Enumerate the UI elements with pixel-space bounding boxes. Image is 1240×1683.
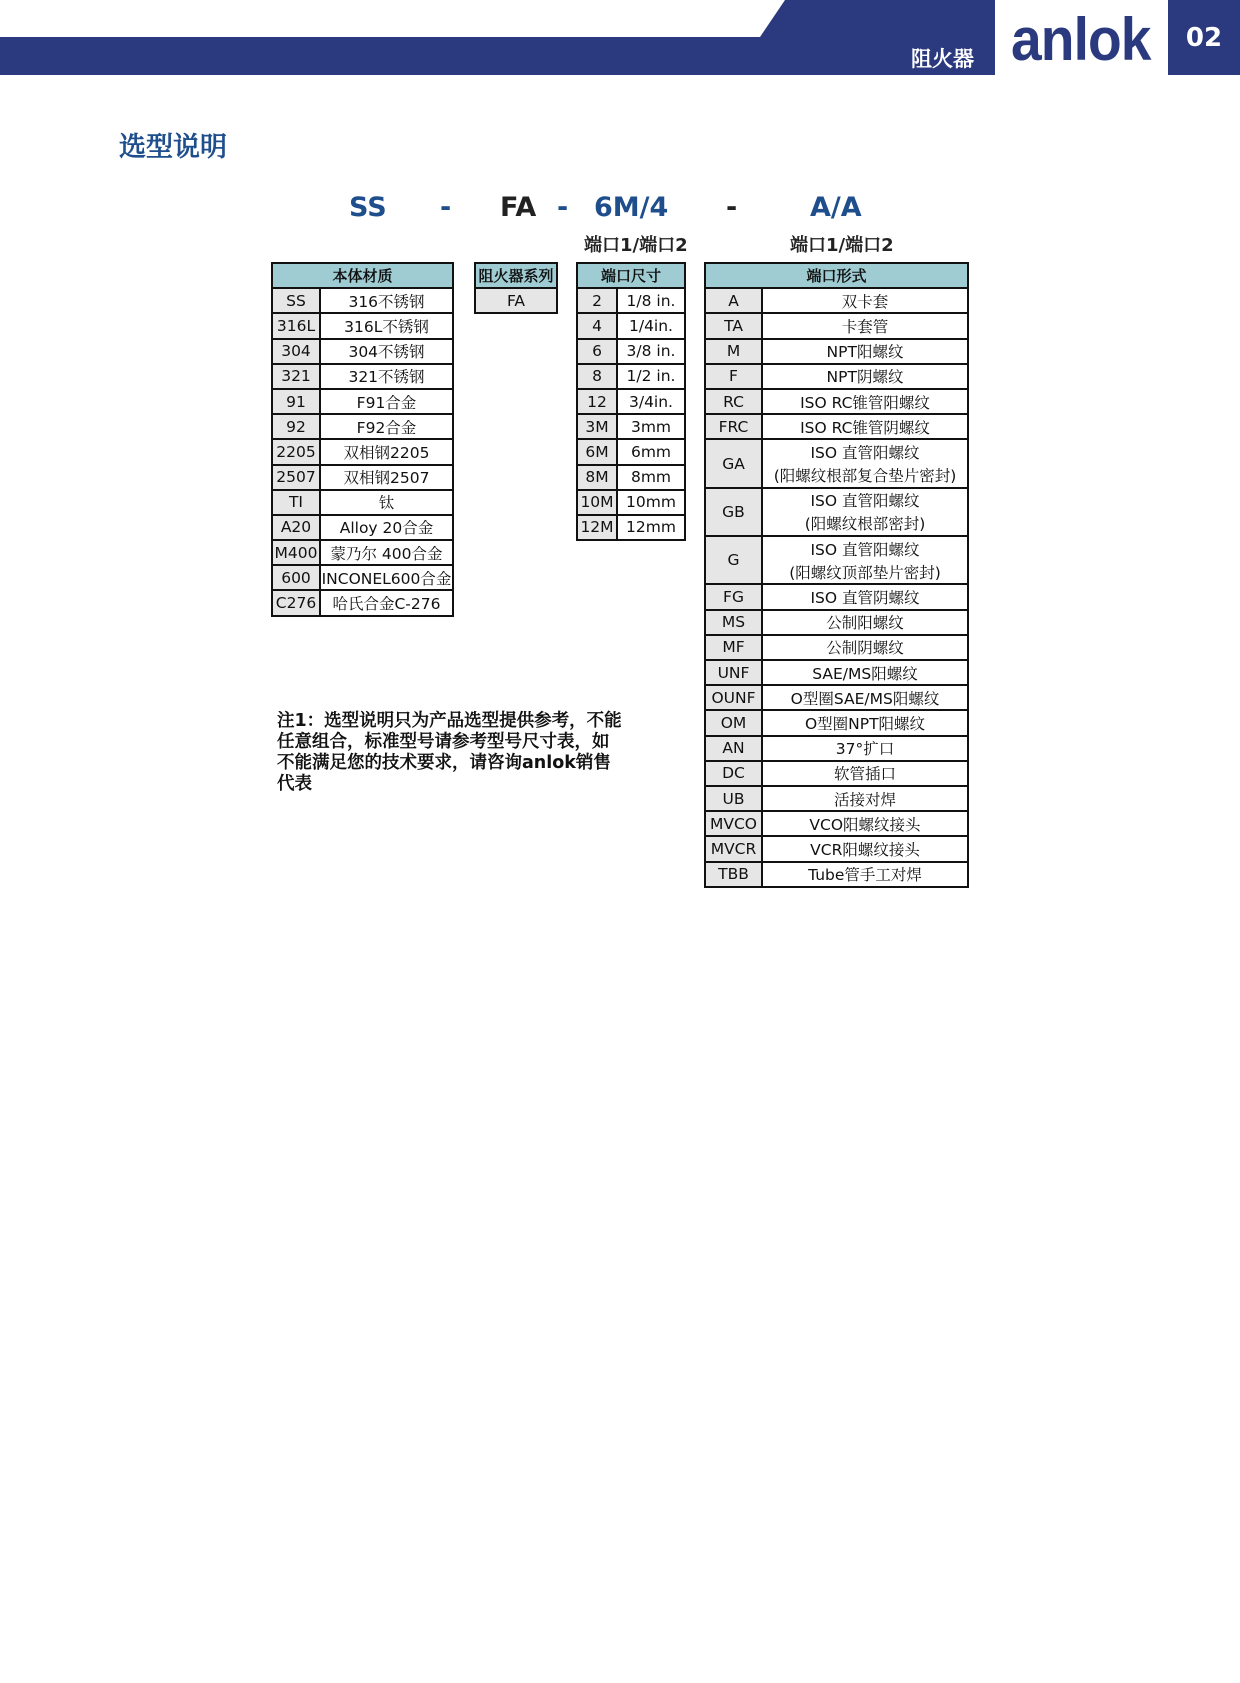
option-description: 3/8 in. xyxy=(617,339,685,364)
option-code: M xyxy=(705,339,762,364)
code-form-subtitle: 端口1/端口2 xyxy=(790,235,894,256)
option-description: 双相钢2507 xyxy=(320,465,453,490)
table-row xyxy=(705,610,968,635)
table-row xyxy=(577,414,685,439)
option-code: A xyxy=(705,288,762,313)
option-code: 12 xyxy=(577,389,617,414)
option-code: 3M xyxy=(577,414,617,439)
brand-logo: anlok xyxy=(1011,6,1151,73)
table-row xyxy=(705,736,968,761)
code-separator: - xyxy=(440,192,452,223)
option-code: 91 xyxy=(272,389,320,414)
option-code: SS xyxy=(272,288,320,313)
option-code: MS xyxy=(705,610,762,635)
page-number: 02 xyxy=(1168,0,1240,75)
option-description: 活接对焊 xyxy=(762,786,968,811)
option-description: O型圈NPT阳螺纹 xyxy=(762,710,968,735)
series-code: FA xyxy=(475,288,557,313)
table-row xyxy=(577,389,685,414)
option-code: F xyxy=(705,364,762,389)
option-description: ISO 直管阳螺纹 xyxy=(762,488,968,512)
option-code: 12M xyxy=(577,515,617,540)
option-code: OM xyxy=(705,710,762,735)
table-row xyxy=(272,364,453,389)
option-description: 1/4in. xyxy=(617,313,685,338)
option-description: Alloy 20合金 xyxy=(320,515,453,540)
option-code: GA xyxy=(705,439,762,487)
option-description: ISO 直管阳螺纹 xyxy=(762,439,968,463)
section-title: 选型说明 xyxy=(119,132,227,163)
option-code: DC xyxy=(705,761,762,786)
option-code: M400 xyxy=(272,540,320,565)
table-row xyxy=(705,862,968,887)
table-row xyxy=(272,515,453,540)
table-row xyxy=(577,364,685,389)
table-row xyxy=(577,339,685,364)
size-table xyxy=(576,262,686,541)
code-size: 6M/4 xyxy=(594,192,669,223)
option-description: 37°扩口 xyxy=(762,736,968,761)
option-description: 8mm xyxy=(617,465,685,490)
option-description: ISO 直管阴螺纹 xyxy=(762,584,968,609)
option-code: C276 xyxy=(272,590,320,615)
code-form: A/A xyxy=(810,192,862,223)
option-code: TA xyxy=(705,313,762,338)
table-row xyxy=(705,339,968,364)
option-description: ISO RC锥管阴螺纹 xyxy=(762,414,968,439)
option-code: MF xyxy=(705,635,762,660)
header-product-name: 阻火器 xyxy=(911,47,974,71)
table-row xyxy=(577,465,685,490)
option-code: UB xyxy=(705,786,762,811)
option-code: 304 xyxy=(272,339,320,364)
option-description: 公制阳螺纹 xyxy=(762,610,968,635)
option-description: 304不锈钢 xyxy=(320,339,453,364)
option-description: 3mm xyxy=(617,414,685,439)
option-description: 软管插口 xyxy=(762,761,968,786)
option-description: O型圈SAE/MS阳螺纹 xyxy=(762,685,968,710)
option-description: 321不锈钢 xyxy=(320,364,453,389)
table-row xyxy=(272,288,453,313)
option-description: NPT阴螺纹 xyxy=(762,364,968,389)
option-description: NPT阳螺纹 xyxy=(762,339,968,364)
table-row xyxy=(577,288,685,313)
table-row xyxy=(272,540,453,565)
option-code: 6 xyxy=(577,339,617,364)
table-row xyxy=(272,439,453,464)
option-code: 8M xyxy=(577,465,617,490)
table-header: 阻火器系列 xyxy=(475,263,557,288)
table-header: 端口形式 xyxy=(705,263,968,288)
table-row xyxy=(705,635,968,660)
option-description: 钛 xyxy=(320,490,453,515)
option-description: 哈氏合金C-276 xyxy=(320,590,453,615)
option-code: OUNF xyxy=(705,685,762,710)
table-header: 端口尺寸 xyxy=(577,263,685,288)
table-row xyxy=(272,339,453,364)
option-code: TI xyxy=(272,490,320,515)
option-code: 10M xyxy=(577,490,617,515)
code-series: FA xyxy=(500,192,537,223)
table-row xyxy=(705,414,968,439)
table-row xyxy=(577,490,685,515)
option-description: F91合金 xyxy=(320,389,453,414)
table-row xyxy=(272,590,453,615)
option-description: (阳螺纹根部复合垫片密封) xyxy=(762,464,968,488)
option-code: 2205 xyxy=(272,439,320,464)
table-row xyxy=(577,439,685,464)
table-row xyxy=(705,364,968,389)
table-row xyxy=(705,660,968,685)
selection-note: 注1：选型说明只为产品选型提供参考，不能任意组合，标准型号请参考型号尺寸表，如不能满足您的技术要求，请咨询anlok销售代表 xyxy=(277,711,622,794)
option-description: SAE/MS阳螺纹 xyxy=(762,660,968,685)
option-code: 4 xyxy=(577,313,617,338)
option-description: 双相钢2205 xyxy=(320,439,453,464)
table-row xyxy=(475,288,557,313)
code-separator: - xyxy=(557,192,569,223)
code-size-subtitle: 端口1/端口2 xyxy=(584,235,688,256)
option-code: A20 xyxy=(272,515,320,540)
table-row xyxy=(272,465,453,490)
option-code: 92 xyxy=(272,414,320,439)
option-description: Tube管手工对焊 xyxy=(762,862,968,887)
option-description: VCO阳螺纹接头 xyxy=(762,811,968,836)
table-row xyxy=(705,584,968,609)
table-row xyxy=(705,488,968,512)
form-table xyxy=(704,262,969,888)
table-row xyxy=(272,490,453,515)
code-material: SS xyxy=(349,192,387,223)
material-table xyxy=(271,262,454,617)
option-description: 6mm xyxy=(617,439,685,464)
option-code: RC xyxy=(705,389,762,414)
table-row xyxy=(705,389,968,414)
table-row xyxy=(272,389,453,414)
option-code: 321 xyxy=(272,364,320,389)
table-row xyxy=(272,414,453,439)
option-description: F92合金 xyxy=(320,414,453,439)
table-row xyxy=(272,565,453,590)
option-description: 公制阴螺纹 xyxy=(762,635,968,660)
option-code: 2507 xyxy=(272,465,320,490)
option-description: 双卡套 xyxy=(762,288,968,313)
option-description: 10mm xyxy=(617,490,685,515)
option-code: FRC xyxy=(705,414,762,439)
option-description: ISO RC锥管阳螺纹 xyxy=(762,389,968,414)
table-row xyxy=(705,288,968,313)
table-row xyxy=(705,439,968,463)
option-description: 3/4in. xyxy=(617,389,685,414)
option-description: 1/8 in. xyxy=(617,288,685,313)
option-code: AN xyxy=(705,736,762,761)
option-description: (阳螺纹顶部垫片密封) xyxy=(762,560,968,584)
option-description: (阳螺纹根部密封) xyxy=(762,512,968,536)
table-row xyxy=(705,836,968,861)
table-row xyxy=(705,685,968,710)
option-code: MVCR xyxy=(705,836,762,861)
table-row xyxy=(705,536,968,560)
option-description: 316L不锈钢 xyxy=(320,313,453,338)
series-table xyxy=(474,262,558,314)
option-code: MVCO xyxy=(705,811,762,836)
option-code: TBB xyxy=(705,862,762,887)
option-code: FG xyxy=(705,584,762,609)
option-code: 316L xyxy=(272,313,320,338)
option-description: ISO 直管阳螺纹 xyxy=(762,536,968,560)
option-description: 1/2 in. xyxy=(617,364,685,389)
table-header: 本体材质 xyxy=(272,263,453,288)
option-description: 卡套管 xyxy=(762,313,968,338)
option-description: 蒙乃尔 400合金 xyxy=(320,540,453,565)
table-row xyxy=(272,313,453,338)
table-row xyxy=(577,313,685,338)
option-description: 316不锈钢 xyxy=(320,288,453,313)
option-code: G xyxy=(705,536,762,584)
table-row xyxy=(705,313,968,338)
option-description: 12mm xyxy=(617,515,685,540)
option-description: INCONEL600合金 xyxy=(320,565,453,590)
table-row xyxy=(705,761,968,786)
option-description: VCR阳螺纹接头 xyxy=(762,836,968,861)
option-code: UNF xyxy=(705,660,762,685)
code-separator: - xyxy=(726,192,738,223)
option-code: 2 xyxy=(577,288,617,313)
option-code: 6M xyxy=(577,439,617,464)
table-row xyxy=(705,811,968,836)
table-row xyxy=(705,710,968,735)
option-code: 8 xyxy=(577,364,617,389)
table-row xyxy=(577,515,685,540)
option-code: GB xyxy=(705,488,762,536)
option-code: 600 xyxy=(272,565,320,590)
table-row xyxy=(705,786,968,811)
